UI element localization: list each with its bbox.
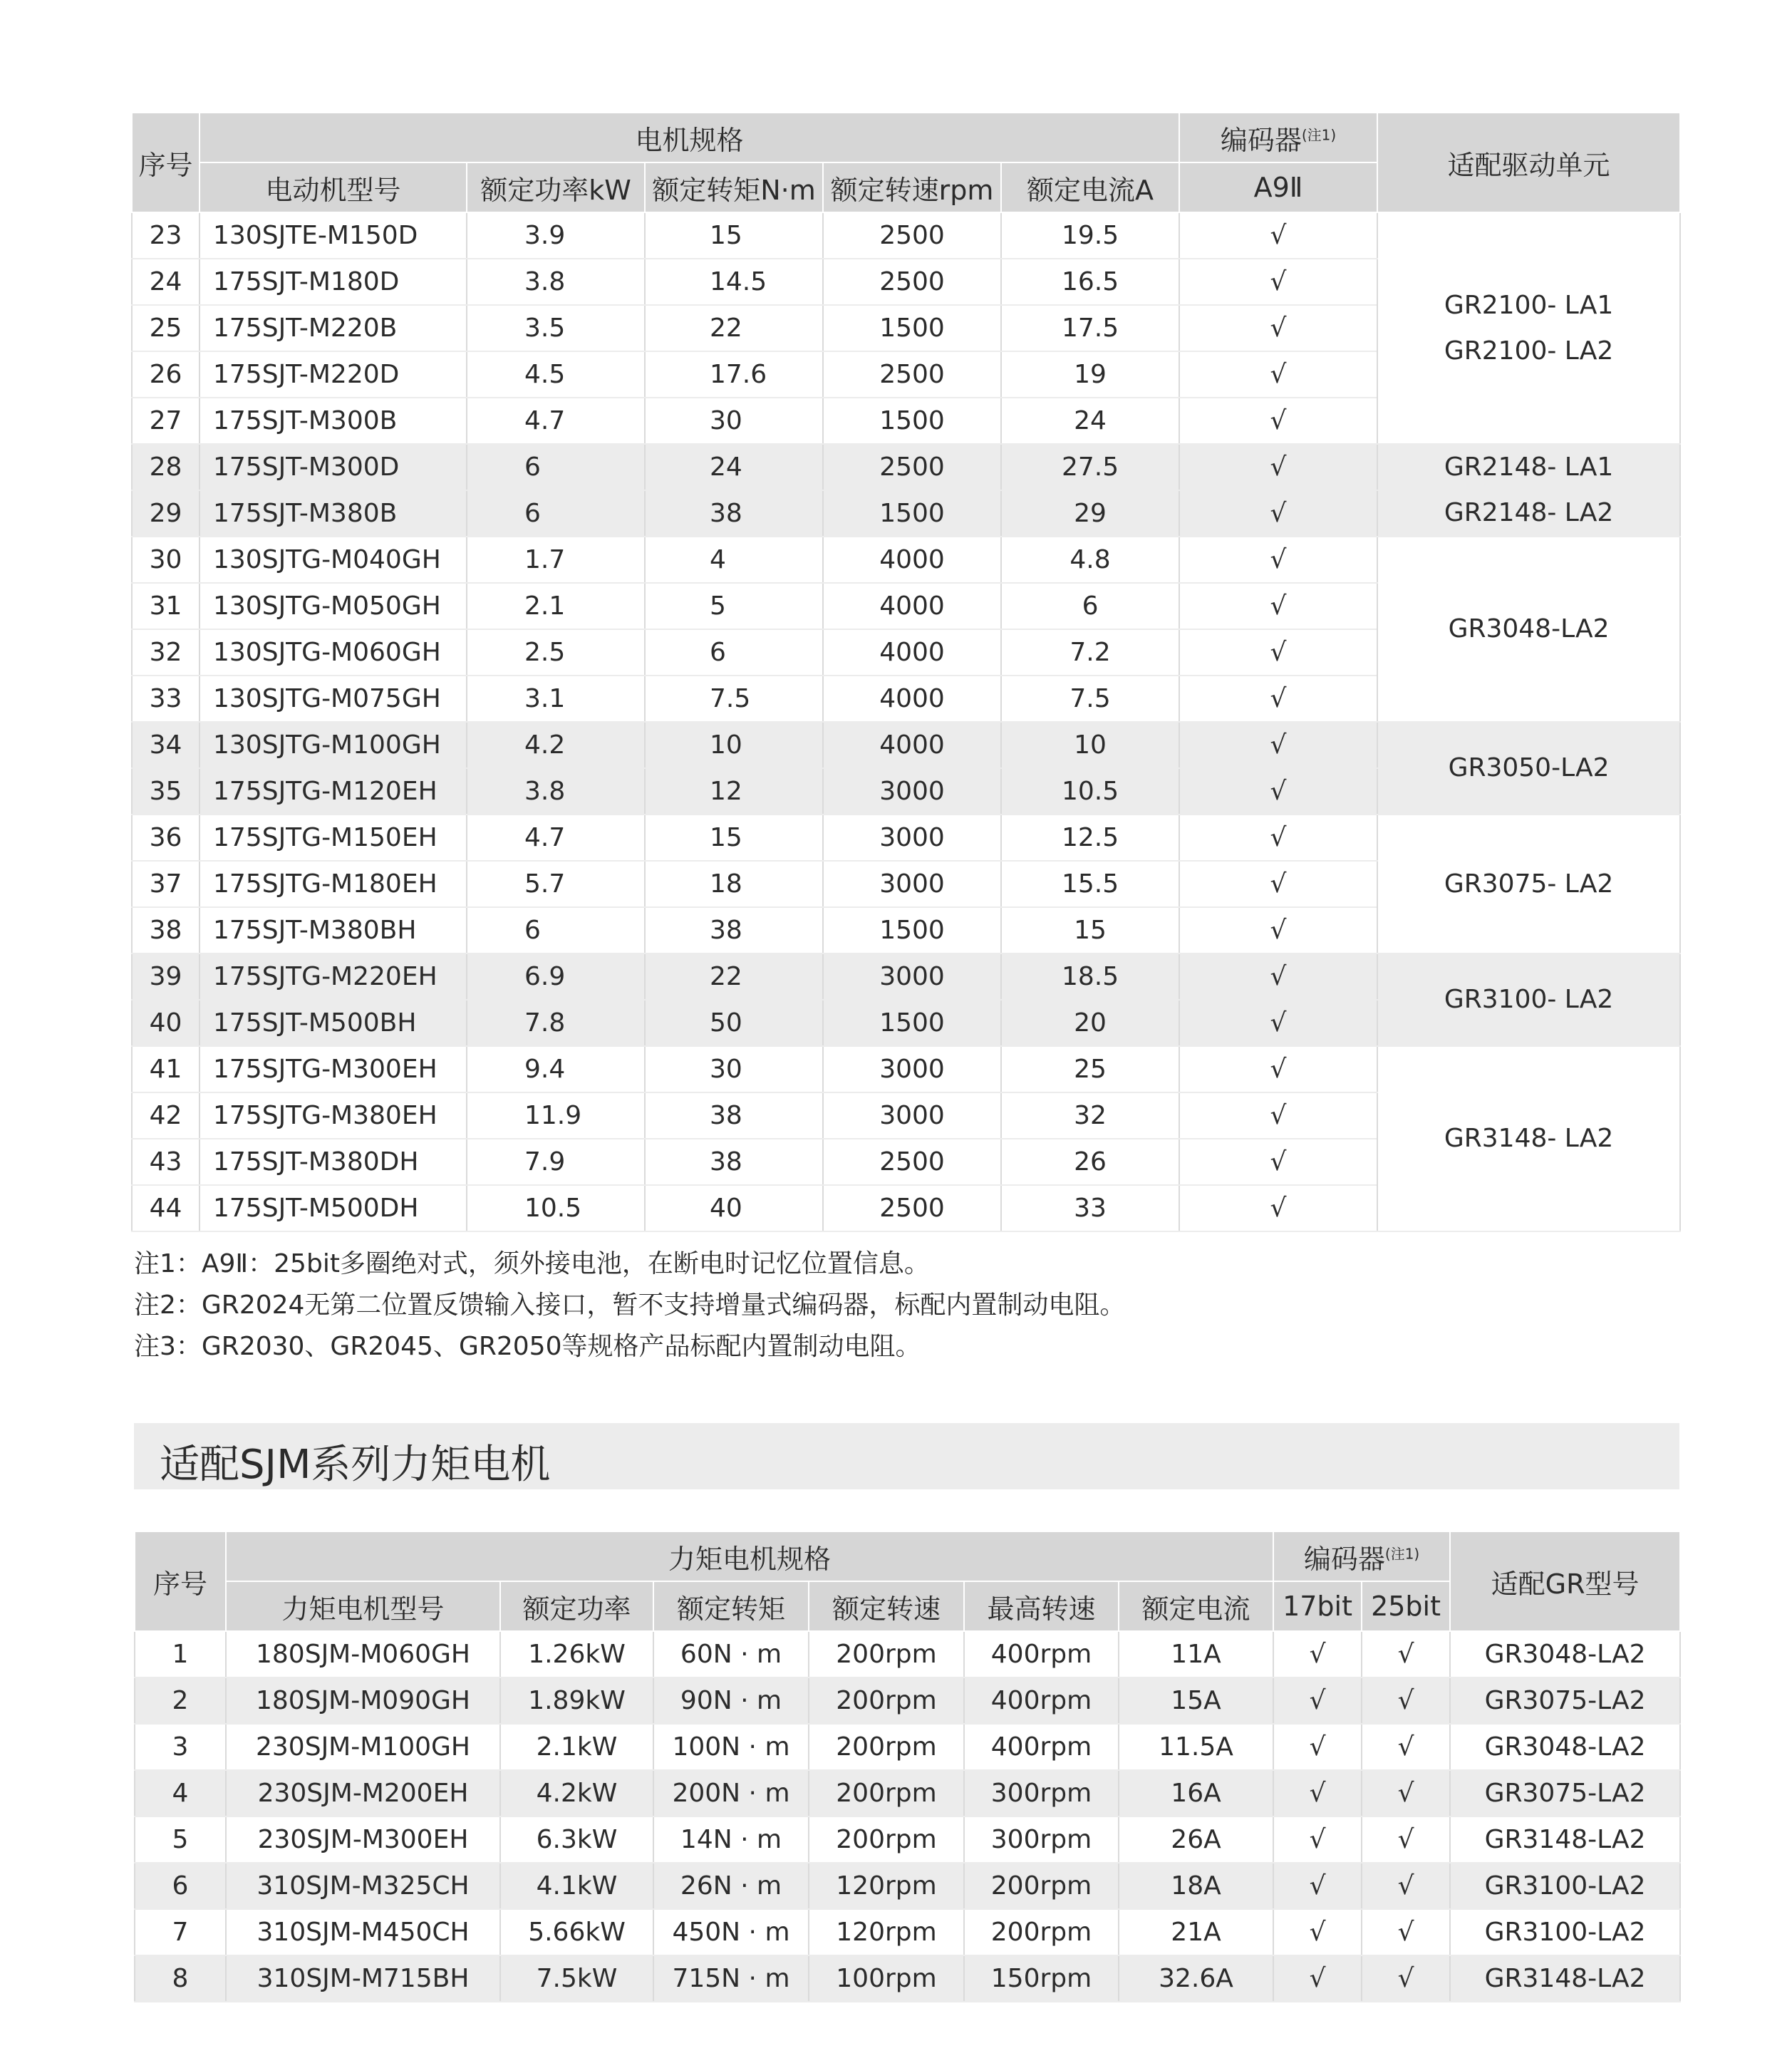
table-row bbox=[132, 953, 1680, 1000]
row-number: 41 bbox=[132, 1046, 200, 1092]
max-speed: 400rpm bbox=[964, 1677, 1119, 1724]
rated-torque: 38 bbox=[645, 1139, 823, 1185]
rated-power: 3.1 bbox=[467, 676, 645, 722]
header-max-speed: 最高转速 bbox=[964, 1581, 1119, 1631]
motor-model: 175SJT-M220D bbox=[200, 351, 467, 398]
rated-torque: 7.5 bbox=[645, 676, 823, 722]
motor-model: 175SJTG-M150EH bbox=[200, 815, 467, 861]
rated-speed: 100rpm bbox=[809, 1955, 964, 2002]
rated-speed: 3000 bbox=[823, 768, 1001, 815]
motor-model: 230SJM-M200EH bbox=[226, 1770, 500, 1816]
rated-torque: 26N · m bbox=[653, 1863, 809, 1909]
gr-model: GR3075-LA2 bbox=[1450, 1770, 1680, 1816]
rated-current: 15.5 bbox=[1001, 861, 1179, 907]
rated-speed: 1500 bbox=[823, 1000, 1001, 1046]
encoder-check: √ bbox=[1179, 1185, 1377, 1231]
rated-torque: 24 bbox=[645, 444, 823, 490]
rated-torque: 14N · m bbox=[653, 1816, 809, 1863]
rated-torque: 22 bbox=[645, 953, 823, 1000]
header-encoder: 编码器$^{(注1)}$ bbox=[1179, 113, 1377, 162]
encoder-17bit-check: √ bbox=[1273, 1863, 1362, 1909]
rated-current: 10.5 bbox=[1001, 768, 1179, 815]
rated-current: 32.6A bbox=[1119, 1955, 1273, 2002]
row-number: 37 bbox=[132, 861, 200, 907]
rated-speed: 1500 bbox=[823, 305, 1001, 351]
rated-torque: 12 bbox=[645, 768, 823, 815]
header-power: 额定功率kW bbox=[467, 162, 645, 212]
encoder-25bit-check: √ bbox=[1362, 1631, 1450, 1677]
rated-current: 27.5 bbox=[1001, 444, 1179, 490]
encoder-check: √ bbox=[1179, 1092, 1377, 1139]
rated-speed: 3000 bbox=[823, 815, 1001, 861]
rated-torque: 200N · m bbox=[653, 1770, 809, 1816]
table-row bbox=[135, 1863, 1680, 1909]
rated-power: 4.7 bbox=[467, 398, 645, 444]
driver-model: GR2100- LA1 bbox=[1444, 290, 1614, 320]
motor-model: 175SJTG-M120EH bbox=[200, 768, 467, 815]
table-row bbox=[135, 1816, 1680, 1863]
rated-speed: 2500 bbox=[823, 1185, 1001, 1231]
rated-torque: 4 bbox=[645, 537, 823, 583]
rated-power: 4.5 bbox=[467, 351, 645, 398]
motor-model: 175SJT-M380DH bbox=[200, 1139, 467, 1185]
rated-current: 6 bbox=[1001, 583, 1179, 629]
encoder-25bit-check: √ bbox=[1362, 1724, 1450, 1770]
rated-speed: 2500 bbox=[823, 212, 1001, 259]
row-number: 43 bbox=[132, 1139, 200, 1185]
note-3: 注3：GR2030、GR2045、GR2050等规格产品标配内置制动电阻。 bbox=[134, 1332, 921, 1361]
header-gr-model: 适配GR型号 bbox=[1450, 1531, 1680, 1631]
rated-torque: 50 bbox=[645, 1000, 823, 1046]
header-a9: A9Ⅱ bbox=[1179, 162, 1377, 212]
driver-unit bbox=[1377, 537, 1680, 722]
notes bbox=[134, 1244, 1125, 1368]
driver-unit bbox=[1377, 1046, 1680, 1231]
encoder-25bit-check: √ bbox=[1362, 1955, 1450, 2002]
encoder-check: √ bbox=[1179, 907, 1377, 953]
encoder-check: √ bbox=[1179, 490, 1377, 537]
rated-torque: 18 bbox=[645, 861, 823, 907]
row-number: 38 bbox=[132, 907, 200, 953]
row-number: 29 bbox=[132, 490, 200, 537]
note-1: 注1：A9Ⅱ：25bit多圈绝对式，须外接电池，在断电时记忆位置信息。 bbox=[134, 1249, 930, 1278]
rated-torque: 10 bbox=[645, 722, 823, 768]
rated-speed: 3000 bbox=[823, 1046, 1001, 1092]
table-row bbox=[135, 1677, 1680, 1724]
motor-model: 175SJT-M500BH bbox=[200, 1000, 467, 1046]
rated-power: 6 bbox=[467, 444, 645, 490]
row-number: 34 bbox=[132, 722, 200, 768]
rated-speed: 200rpm bbox=[809, 1770, 964, 1816]
rated-speed: 2500 bbox=[823, 444, 1001, 490]
encoder-check: √ bbox=[1179, 953, 1377, 1000]
rated-current: 11.5A bbox=[1119, 1724, 1273, 1770]
rated-power: 6.9 bbox=[467, 953, 645, 1000]
header-torque: 额定转矩N·m bbox=[645, 162, 823, 212]
row-number: 39 bbox=[132, 953, 200, 1000]
rated-current: 33 bbox=[1001, 1185, 1179, 1231]
encoder-17bit-check: √ bbox=[1273, 1770, 1362, 1816]
encoder-check: √ bbox=[1179, 583, 1377, 629]
encoder-check: √ bbox=[1179, 398, 1377, 444]
encoder-check: √ bbox=[1179, 305, 1377, 351]
encoder-25bit-check: √ bbox=[1362, 1909, 1450, 1955]
section-header bbox=[134, 1423, 1679, 1489]
header-encoder: 编码器$^{(注1)}$ bbox=[1273, 1531, 1450, 1581]
max-speed: 300rpm bbox=[964, 1816, 1119, 1863]
encoder-check: √ bbox=[1179, 1139, 1377, 1185]
rated-speed: 4000 bbox=[823, 537, 1001, 583]
rated-power: 7.5kW bbox=[500, 1955, 653, 2002]
motor-model: 130SJTG-M100GH bbox=[200, 722, 467, 768]
header-25bit: 25bit bbox=[1362, 1581, 1450, 1631]
driver-model: GR2148- LA2 bbox=[1444, 498, 1614, 527]
motor-model: 310SJM-M715BH bbox=[226, 1955, 500, 2002]
rated-power: 2.1kW bbox=[500, 1724, 653, 1770]
motor-model: 230SJM-M100GH bbox=[226, 1724, 500, 1770]
rated-current: 7.5 bbox=[1001, 676, 1179, 722]
row-number: 24 bbox=[132, 259, 200, 305]
encoder-25bit-check: √ bbox=[1362, 1770, 1450, 1816]
rated-torque: 38 bbox=[645, 907, 823, 953]
rated-current: 16.5 bbox=[1001, 259, 1179, 305]
rated-current: 10 bbox=[1001, 722, 1179, 768]
max-speed: 400rpm bbox=[964, 1631, 1119, 1677]
motor-model: 175SJT-M380B bbox=[200, 490, 467, 537]
rated-current: 17.5 bbox=[1001, 305, 1179, 351]
motor-model: 175SJT-M500DH bbox=[200, 1185, 467, 1231]
table-row bbox=[132, 1046, 1680, 1092]
rated-speed: 200rpm bbox=[809, 1631, 964, 1677]
header-current: 额定电流 bbox=[1119, 1581, 1273, 1631]
rated-power: 4.2 bbox=[467, 722, 645, 768]
rated-speed: 4000 bbox=[823, 583, 1001, 629]
rated-power: 5.66kW bbox=[500, 1909, 653, 1955]
rated-current: 20 bbox=[1001, 1000, 1179, 1046]
max-speed: 300rpm bbox=[964, 1770, 1119, 1816]
motor-model: 175SJTG-M180EH bbox=[200, 861, 467, 907]
rated-speed: 200rpm bbox=[809, 1677, 964, 1724]
rated-speed: 120rpm bbox=[809, 1909, 964, 1955]
rated-power: 1.7 bbox=[467, 537, 645, 583]
table-row bbox=[135, 1631, 1680, 1677]
rated-power: 10.5 bbox=[467, 1185, 645, 1231]
encoder-note: (注1) bbox=[1384, 1544, 1420, 1562]
driver-unit bbox=[1377, 722, 1680, 815]
motor-model: 130SJTG-M060GH bbox=[200, 629, 467, 676]
table-row bbox=[135, 1724, 1680, 1770]
encoder-note: (注1) bbox=[1301, 125, 1337, 143]
motor-model: 175SJT-M300D bbox=[200, 444, 467, 490]
rated-speed: 4000 bbox=[823, 676, 1001, 722]
rated-speed: 200rpm bbox=[809, 1816, 964, 1863]
row-number: 25 bbox=[132, 305, 200, 351]
encoder-17bit-check: √ bbox=[1273, 1677, 1362, 1724]
driver-model: GR3050-LA2 bbox=[1448, 753, 1610, 782]
driver-model: GR3048-LA2 bbox=[1448, 614, 1610, 643]
driver-unit bbox=[1377, 444, 1680, 537]
driver-model: GR3148- LA2 bbox=[1444, 1124, 1614, 1153]
rated-power: 6 bbox=[467, 907, 645, 953]
driver-model: GR2148- LA1 bbox=[1444, 453, 1614, 482]
rated-torque: 22 bbox=[645, 305, 823, 351]
encoder-17bit-check: √ bbox=[1273, 1909, 1362, 1955]
motor-model: 310SJM-M450CH bbox=[226, 1909, 500, 1955]
encoder-check: √ bbox=[1179, 1000, 1377, 1046]
rated-torque: 90N · m bbox=[653, 1677, 809, 1724]
rated-current: 15 bbox=[1001, 907, 1179, 953]
header-model: 力矩电机型号 bbox=[226, 1581, 500, 1631]
rated-current: 32 bbox=[1001, 1092, 1179, 1139]
row-number: 6 bbox=[135, 1863, 226, 1909]
rated-torque: 5 bbox=[645, 583, 823, 629]
motor-model: 130SJTG-M040GH bbox=[200, 537, 467, 583]
rated-power: 3.8 bbox=[467, 768, 645, 815]
rated-power: 7.8 bbox=[467, 1000, 645, 1046]
row-number: 4 bbox=[135, 1770, 226, 1816]
rated-speed: 1500 bbox=[823, 398, 1001, 444]
rated-speed: 3000 bbox=[823, 953, 1001, 1000]
rated-power: 1.89kW bbox=[500, 1677, 653, 1724]
rated-power: 11.9 bbox=[467, 1092, 645, 1139]
rated-speed: 1500 bbox=[823, 490, 1001, 537]
driver-model: GR3100- LA2 bbox=[1444, 985, 1614, 1014]
rated-speed: 2500 bbox=[823, 351, 1001, 398]
rated-torque: 450N · m bbox=[653, 1909, 809, 1955]
rated-power: 4.2kW bbox=[500, 1770, 653, 1816]
driver-unit bbox=[1377, 212, 1680, 444]
rated-speed: 1500 bbox=[823, 907, 1001, 953]
motor-model: 175SJT-M380BH bbox=[200, 907, 467, 953]
rated-speed: 4000 bbox=[823, 629, 1001, 676]
rated-torque: 715N · m bbox=[653, 1955, 809, 2002]
row-number: 35 bbox=[132, 768, 200, 815]
table-row bbox=[132, 815, 1680, 861]
encoder-check: √ bbox=[1179, 676, 1377, 722]
encoder-17bit-check: √ bbox=[1273, 1816, 1362, 1863]
row-number: 40 bbox=[132, 1000, 200, 1046]
rated-torque: 15 bbox=[645, 815, 823, 861]
rated-current: 24 bbox=[1001, 398, 1179, 444]
rated-power: 7.9 bbox=[467, 1139, 645, 1185]
rated-speed: 200rpm bbox=[809, 1724, 964, 1770]
header-current: 额定电流A bbox=[1001, 162, 1179, 212]
header-motor-spec: 电机规格 bbox=[200, 113, 1179, 162]
table-row bbox=[135, 1770, 1680, 1816]
gr-model: GR3048-LA2 bbox=[1450, 1724, 1680, 1770]
rated-power: 1.26kW bbox=[500, 1631, 653, 1677]
rated-power: 3.5 bbox=[467, 305, 645, 351]
rated-power: 3.9 bbox=[467, 212, 645, 259]
row-number: 5 bbox=[135, 1816, 226, 1863]
header-model: 电动机型号 bbox=[200, 162, 467, 212]
rated-current: 18A bbox=[1119, 1863, 1273, 1909]
header-driver: 适配驱动单元 bbox=[1377, 113, 1680, 212]
table-row bbox=[132, 212, 1680, 259]
encoder-check: √ bbox=[1179, 444, 1377, 490]
row-number: 31 bbox=[132, 583, 200, 629]
rated-current: 26 bbox=[1001, 1139, 1179, 1185]
header-speed: 额定转速rpm bbox=[823, 162, 1001, 212]
rated-power: 2.5 bbox=[467, 629, 645, 676]
table-row bbox=[132, 444, 1680, 490]
gr-model: GR3100-LA2 bbox=[1450, 1863, 1680, 1909]
gr-model: GR3100-LA2 bbox=[1450, 1909, 1680, 1955]
motor-model: 130SJTE-M150D bbox=[200, 212, 467, 259]
rated-speed: 4000 bbox=[823, 722, 1001, 768]
rated-power: 4.1kW bbox=[500, 1863, 653, 1909]
rated-power: 6 bbox=[467, 490, 645, 537]
motor-model: 175SJTG-M380EH bbox=[200, 1092, 467, 1139]
encoder-check: √ bbox=[1179, 722, 1377, 768]
rated-current: 4.8 bbox=[1001, 537, 1179, 583]
row-number: 27 bbox=[132, 398, 200, 444]
row-number: 30 bbox=[132, 537, 200, 583]
rated-torque: 38 bbox=[645, 490, 823, 537]
row-number: 7 bbox=[135, 1909, 226, 1955]
max-speed: 200rpm bbox=[964, 1909, 1119, 1955]
note-2: 注2：GR2024无第二位置反馈输入接口，暂不支持增量式编码器，标配内置制动电阻。 bbox=[134, 1291, 1126, 1320]
gr-model: GR3075-LA2 bbox=[1450, 1677, 1680, 1724]
gr-model: GR3148-LA2 bbox=[1450, 1955, 1680, 2002]
header-17bit: 17bit bbox=[1273, 1581, 1362, 1631]
header-no: 序号 bbox=[135, 1531, 226, 1631]
encoder-17bit-check: √ bbox=[1273, 1631, 1362, 1677]
header-torque: 额定转矩 bbox=[653, 1581, 809, 1631]
encoder-25bit-check: √ bbox=[1362, 1816, 1450, 1863]
table-row bbox=[132, 537, 1680, 583]
rated-power: 3.8 bbox=[467, 259, 645, 305]
encoder-check: √ bbox=[1179, 1046, 1377, 1092]
max-speed: 200rpm bbox=[964, 1863, 1119, 1909]
encoder-check: √ bbox=[1179, 861, 1377, 907]
rated-current: 7.2 bbox=[1001, 629, 1179, 676]
rated-current: 15A bbox=[1119, 1677, 1273, 1724]
rated-torque: 15 bbox=[645, 212, 823, 259]
row-number: 32 bbox=[132, 629, 200, 676]
encoder-17bit-check: √ bbox=[1273, 1724, 1362, 1770]
driver-unit bbox=[1377, 953, 1680, 1046]
row-number: 2 bbox=[135, 1677, 226, 1724]
rated-torque: 30 bbox=[645, 1046, 823, 1092]
rated-speed: 3000 bbox=[823, 861, 1001, 907]
motor-model: 130SJTG-M075GH bbox=[200, 676, 467, 722]
rated-torque: 40 bbox=[645, 1185, 823, 1231]
encoder-check: √ bbox=[1179, 259, 1377, 305]
rated-speed: 120rpm bbox=[809, 1863, 964, 1909]
rated-power: 9.4 bbox=[467, 1046, 645, 1092]
rated-current: 12.5 bbox=[1001, 815, 1179, 861]
encoder-17bit-check: √ bbox=[1273, 1955, 1362, 2002]
rated-current: 11A bbox=[1119, 1631, 1273, 1677]
rated-torque: 30 bbox=[645, 398, 823, 444]
row-number: 3 bbox=[135, 1724, 226, 1770]
rated-current: 21A bbox=[1119, 1909, 1273, 1955]
section-title: 适配SJM系列力矩电机 bbox=[160, 1442, 551, 1488]
rated-power: 4.7 bbox=[467, 815, 645, 861]
driver-unit bbox=[1377, 815, 1680, 953]
header-speed: 额定转速 bbox=[809, 1581, 964, 1631]
encoder-check: √ bbox=[1179, 351, 1377, 398]
rated-torque: 38 bbox=[645, 1092, 823, 1139]
header-power: 额定功率 bbox=[500, 1581, 653, 1631]
row-number: 8 bbox=[135, 1955, 226, 2002]
motor-model: 180SJM-M090GH bbox=[226, 1677, 500, 1724]
table-row bbox=[132, 722, 1680, 768]
rated-torque: 100N · m bbox=[653, 1724, 809, 1770]
rated-current: 25 bbox=[1001, 1046, 1179, 1092]
encoder-check: √ bbox=[1179, 815, 1377, 861]
encoder-check: √ bbox=[1179, 768, 1377, 815]
rated-power: 6.3kW bbox=[500, 1816, 653, 1863]
table-row bbox=[135, 1955, 1680, 2002]
torque-motor-table bbox=[134, 1531, 1681, 2002]
rated-current: 19.5 bbox=[1001, 212, 1179, 259]
table-row bbox=[135, 1909, 1680, 1955]
row-number: 36 bbox=[132, 815, 200, 861]
rated-current: 18.5 bbox=[1001, 953, 1179, 1000]
rated-speed: 3000 bbox=[823, 1092, 1001, 1139]
row-number: 42 bbox=[132, 1092, 200, 1139]
motor-model: 175SJTG-M220EH bbox=[200, 953, 467, 1000]
row-number: 23 bbox=[132, 212, 200, 259]
rated-current: 29 bbox=[1001, 490, 1179, 537]
max-speed: 400rpm bbox=[964, 1724, 1119, 1770]
encoder-check: √ bbox=[1179, 212, 1377, 259]
driver-model: GR3075- LA2 bbox=[1444, 869, 1614, 899]
motor-model: 180SJM-M060GH bbox=[226, 1631, 500, 1677]
rated-torque: 14.5 bbox=[645, 259, 823, 305]
encoder-25bit-check: √ bbox=[1362, 1863, 1450, 1909]
motor-model: 175SJTG-M300EH bbox=[200, 1046, 467, 1092]
rated-torque: 17.6 bbox=[645, 351, 823, 398]
rated-torque: 60N · m bbox=[653, 1631, 809, 1677]
motor-model: 230SJM-M300EH bbox=[226, 1816, 500, 1863]
encoder-check: √ bbox=[1179, 537, 1377, 583]
rated-power: 5.7 bbox=[467, 861, 645, 907]
motor-model: 310SJM-M325CH bbox=[226, 1863, 500, 1909]
row-number: 1 bbox=[135, 1631, 226, 1677]
encoder-25bit-check: √ bbox=[1362, 1677, 1450, 1724]
row-number: 33 bbox=[132, 676, 200, 722]
header-no: 序号 bbox=[132, 113, 200, 212]
motor-model: 175SJT-M300B bbox=[200, 398, 467, 444]
gr-model: GR3148-LA2 bbox=[1450, 1816, 1680, 1863]
servo-motor-table bbox=[131, 112, 1681, 1232]
rated-speed: 2500 bbox=[823, 259, 1001, 305]
rated-current: 26A bbox=[1119, 1816, 1273, 1863]
row-number: 26 bbox=[132, 351, 200, 398]
motor-model: 130SJTG-M050GH bbox=[200, 583, 467, 629]
row-number: 28 bbox=[132, 444, 200, 490]
motor-model: 175SJT-M180D bbox=[200, 259, 467, 305]
rated-current: 19 bbox=[1001, 351, 1179, 398]
encoder-check: √ bbox=[1179, 629, 1377, 676]
motor-model: 175SJT-M220B bbox=[200, 305, 467, 351]
rated-power: 2.1 bbox=[467, 583, 645, 629]
gr-model: GR3048-LA2 bbox=[1450, 1631, 1680, 1677]
driver-model: GR2100- LA2 bbox=[1444, 336, 1614, 366]
rated-current: 16A bbox=[1119, 1770, 1273, 1816]
rated-torque: 6 bbox=[645, 629, 823, 676]
header-motor-spec: 力矩电机规格 bbox=[226, 1531, 1273, 1581]
max-speed: 150rpm bbox=[964, 1955, 1119, 2002]
row-number: 44 bbox=[132, 1185, 200, 1231]
rated-speed: 2500 bbox=[823, 1139, 1001, 1185]
